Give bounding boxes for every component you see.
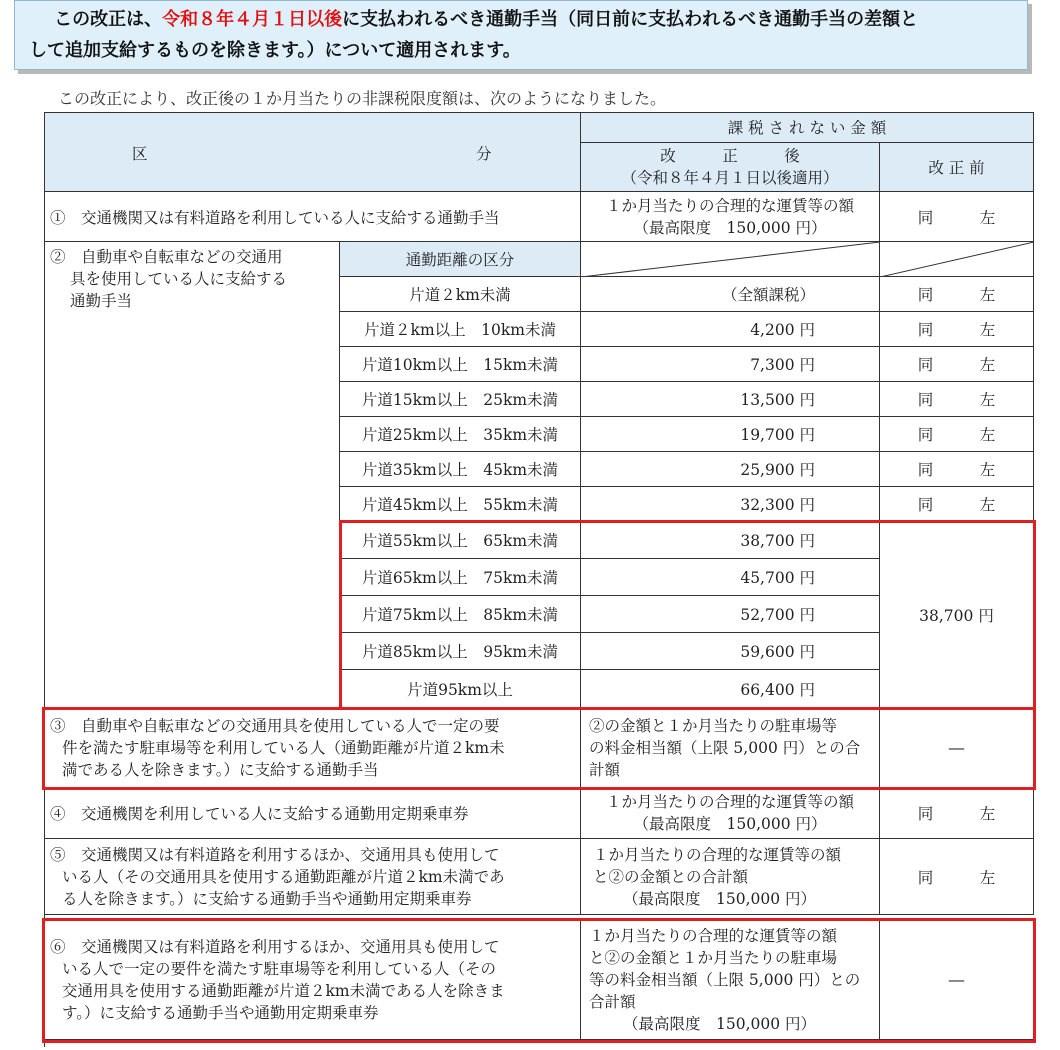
row1-after: １か月当たりの合理的な運賃等の額 （最高限度 150,000 円） [581, 192, 880, 242]
band-after: 25,900 円 [581, 452, 880, 487]
band-dist: 片道25km以上 35km未満 [340, 417, 581, 452]
row1-before: 同 左 [880, 192, 1034, 242]
allowance-table [44, 112, 1034, 1047]
band-dist: 片道85km以上 95km未満 [340, 633, 581, 670]
band-dist: 片道45km以上 55km未満 [340, 487, 581, 522]
band-dist: 片道２km以上 10km未満 [340, 312, 581, 347]
row4-after: １か月当たりの合理的な運賃等の額 （最高限度 150,000 円） [581, 788, 880, 839]
band-after: 7,300 円 [581, 347, 880, 382]
band-dist: 片道95km以上 [340, 670, 581, 708]
row4-before: 同 左 [880, 788, 1034, 839]
merged-before-amount: 38,700 円 [880, 522, 1034, 708]
header-kubun: 区 分 [44, 112, 581, 192]
band-after: 38,700 円 [581, 522, 880, 559]
band-after: 13,500 円 [581, 382, 880, 417]
band-after: 45,700 円 [581, 559, 880, 596]
row5-after: １か月当たりの合理的な運賃等の額 と②の金額との合計額 （最高限度 150,000 円） [581, 839, 880, 915]
band-after: 59,600 円 [581, 633, 880, 670]
band-after: 66,400 円 [581, 670, 880, 708]
notice-line-1: この改正は、令和８年４月１日以後に支払われるべき通勤手当（同日前に支払われるべき通勤手当の差額と [54, 9, 919, 30]
notice-line-2: して追加支給するものを除きます。）について適用されます。 [29, 40, 521, 61]
header-before: 改 正 前 [880, 143, 1034, 192]
band-after: 52,700 円 [581, 596, 880, 633]
header-after: 改 正 後 （令和８年４月１日以後適用） [581, 143, 880, 192]
row6-before: ― [880, 920, 1034, 1040]
row2-header-before-blank [880, 242, 1034, 277]
band-before: 同 左 [880, 347, 1034, 382]
band-dist: 片道10km以上 15km未満 [340, 347, 581, 382]
row3-label: ③ 自動車や自転車などの交通用具を使用している人で一定の要 件を満たす駐車場等を利用している人（通勤距離が片道２km未 満である人を除きます。）に支給する通勤手当 [44, 708, 581, 788]
intro-text: この改正により、改正後の１か月当たりの非課税限度額は、次のようになりました。 [58, 89, 667, 108]
row2-distance-header: 通勤距離の区分 [340, 242, 581, 277]
band-after: 19,700 円 [581, 417, 880, 452]
band-before: 同 左 [880, 312, 1034, 347]
row2-header-after-blank [581, 242, 880, 277]
band-before: 同 左 [880, 382, 1034, 417]
row6-after: １か月当たりの合理的な運賃等の額 と②の金額と１か月当たりの駐車場 等の料金相当額（上限 5,000 円）との 合計額 （最高限度 150,000 円） [581, 920, 880, 1040]
header-amount: 課 税 さ れ な い 金 額 [581, 112, 1034, 143]
row6-label: ⑥ 交通機関又は有料道路を利用するほか、交通用具も使用して いる人で一定の要件を満たす駐車場等を利用している人（その 交通用具を使用する通勤距離が片道２km未満である人を除きま す。）に支給する通勤手当や通勤用定期乗車券 [44, 920, 581, 1040]
band-before: 同 左 [880, 277, 1034, 312]
band-after: 4,200 円 [581, 312, 880, 347]
band-before: 同 左 [880, 452, 1034, 487]
row1-label: ① 交通機関又は有料道路を利用している人に支給する通勤手当 [44, 192, 581, 242]
band-dist: 片道15km以上 25km未満 [340, 382, 581, 417]
row3-before: ― [880, 708, 1034, 788]
row2-label: ② 自動車や自転車などの交通用 具を使用している人に支給する 通勤手当 [44, 242, 340, 708]
band-dist: 片道55km以上 65km未満 [340, 522, 581, 559]
row5-label: ⑤ 交通機関又は有料道路を利用するほか、交通用具も使用して いる人（その交通用具を使用する通勤距離が片道２km未満であ る人を除きます。）に支給する通勤手当や通勤用定期乗車券 [44, 839, 581, 915]
band-dist: 片道65km以上 75km未満 [340, 559, 581, 596]
band-after: （全額課税） [581, 277, 880, 312]
row5-before: 同 左 [880, 839, 1034, 915]
row3-after: ②の金額と１か月当たりの駐車場等 の料金相当額（上限 5,000 円）との合 計額 [581, 708, 880, 788]
notice-highlight-date: 令和８年４月１日以後 [162, 9, 343, 30]
band-dist: 片道35km以上 45km未満 [340, 452, 581, 487]
band-before: 同 左 [880, 417, 1034, 452]
row4-label: ④ 交通機関を利用している人に支給する通勤用定期乗車券 [44, 788, 581, 839]
band-dist: 片道75km以上 85km未満 [340, 596, 581, 633]
band-before: 同 左 [880, 487, 1034, 522]
band-dist: 片道２km未満 [340, 277, 581, 312]
band-after: 32,300 円 [581, 487, 880, 522]
notice-box [14, 0, 1028, 70]
